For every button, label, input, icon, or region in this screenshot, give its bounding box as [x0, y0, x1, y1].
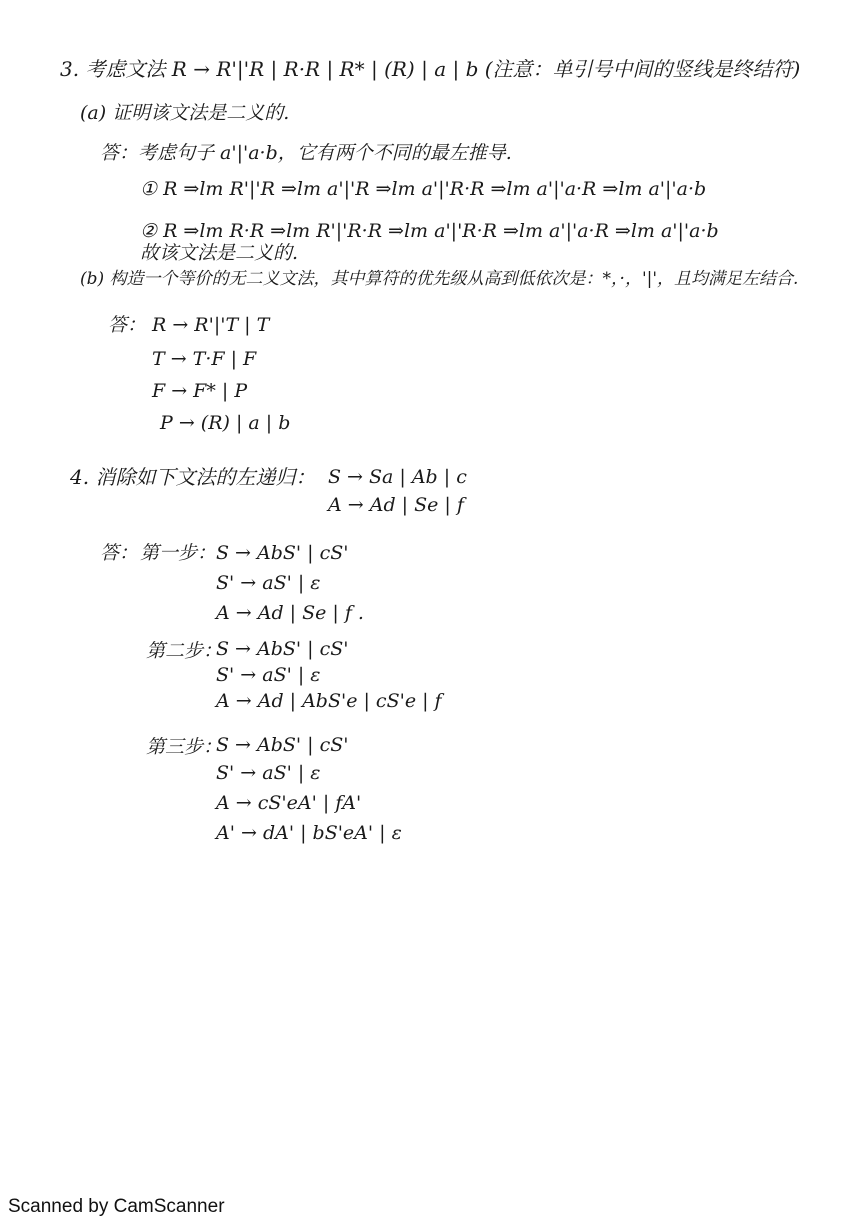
q4-step-rule: S → AbS' | cS' — [216, 638, 349, 660]
q3a-answer-intro: 答：考虑句子 a'|'a·b，它有两个不同的最左推导. — [100, 142, 512, 164]
q4-grammar-line: A → Ad | Se | f — [328, 494, 464, 516]
q4-step-rule: S → AbS' | cS' — [216, 542, 349, 564]
q3b-answer-label: 答： — [108, 314, 147, 336]
q4-step-label: 第一步： — [140, 542, 217, 564]
q3a-derivation-1: ① R ⇒lm R'|'R ⇒lm a'|'R ⇒lm a'|'R·R ⇒lm a'|'a·R ⇒lm a'|'a·b — [140, 178, 707, 200]
q3a-conclusion: 故该文法是二义的. — [140, 242, 299, 264]
q3b-rule: P → (R) | a | b — [160, 412, 291, 434]
q4-step-rule: S' → aS' | ε — [216, 762, 321, 784]
q3a-question: (a) 证明该文法是二义的. — [80, 102, 290, 124]
q4-step-rule: A → cS'eA' | fA' — [216, 792, 362, 814]
q4-step-rule: S' → aS' | ε — [216, 572, 321, 594]
q4-step-rule: A → Ad | AbS'e | cS'e | f — [216, 690, 442, 712]
q4-answer-label: 答： — [100, 542, 139, 564]
q4-question: 4. 消除如下文法的左递归： — [70, 465, 316, 489]
q3b-rule: R → R'|'T | T — [152, 314, 270, 336]
q4-step-rule: S → AbS' | cS' — [216, 734, 349, 756]
q3a-derivation-2: ② R ⇒lm R·R ⇒lm R'|'R·R ⇒lm a'|'R·R ⇒lm a'|'a·R ⇒lm a'|'a·b — [140, 220, 719, 242]
q4-grammar-line: S → Sa | Ab | c — [328, 466, 467, 488]
q3b-question: (b) 构造一个等价的无二义文法，其中算符的优先级从高到低依次是：*，·，'|'，且均满足左结合. — [80, 269, 799, 289]
q3-title: 3. 考虑文法 R → R'|'R | R·R | R* | (R) | a | b (注意：单引号中间的竖线是终结符) — [60, 57, 801, 81]
q3b-rule: T → T·F | F — [152, 348, 257, 370]
q4-step-rule: A' → dA' | bS'eA' | ε — [216, 822, 402, 844]
q4-step-label: 第二步： — [146, 640, 223, 662]
scanner-watermark: Scanned by CamScanner — [8, 1196, 225, 1217]
q4-step-label: 第三步： — [146, 736, 223, 758]
q3b-rule: F → F* | P — [152, 380, 248, 402]
q4-step-rule: A → Ad | Se | f . — [216, 602, 364, 624]
q4-step-rule: S' → aS' | ε — [216, 664, 321, 686]
